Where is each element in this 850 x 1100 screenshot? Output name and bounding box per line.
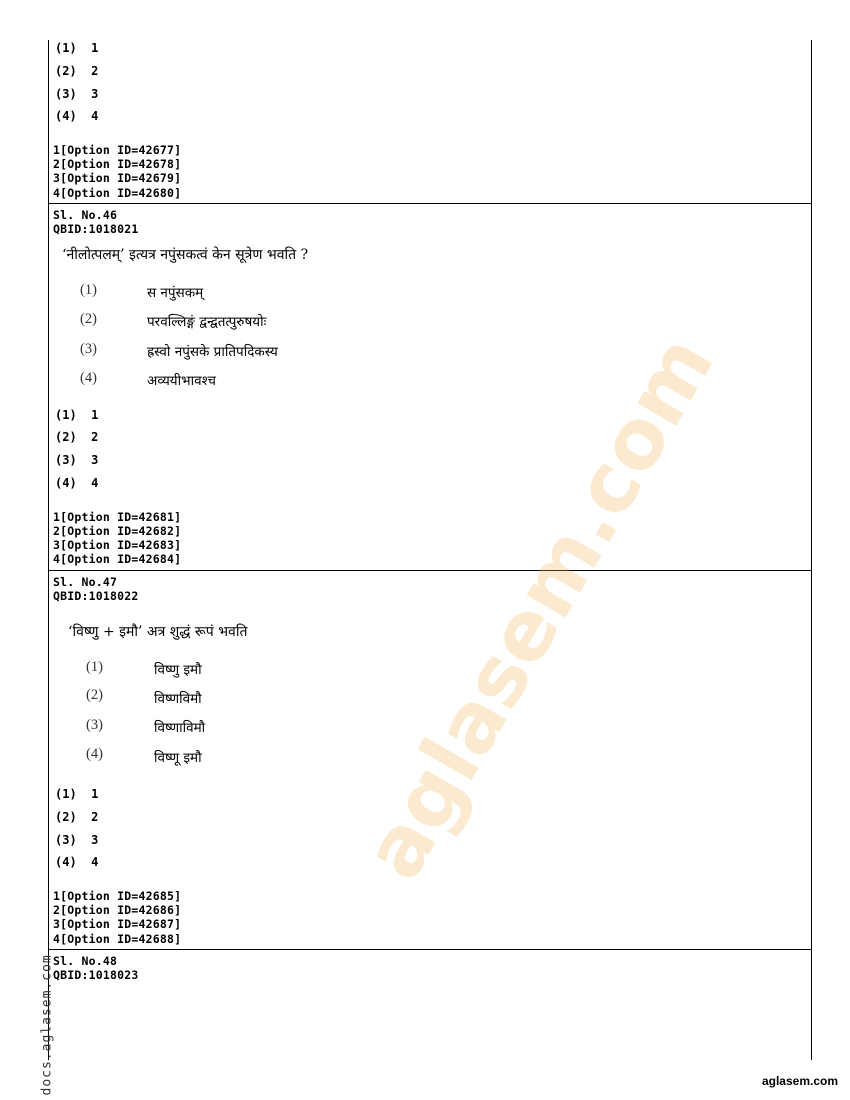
answer-choice: (2) 2 [55,430,99,444]
answer-choice: (4) 4 [55,109,99,123]
option-number: (2) [86,687,103,703]
question-bank-id: QBID:1018021 [53,222,139,236]
divider [48,203,811,204]
option-number: (3) [86,717,103,733]
option-text: अव्ययीभावश्च [147,373,216,389]
serial-number: Sl. No.47 [53,575,118,589]
answer-choice: (4) 4 [55,855,99,869]
option-id: 2[Option ID=42678] [53,157,182,171]
question-text: ‘विष्णु + इमौ’ अत्र शुद्धं रूपं भवति [68,624,248,640]
answer-choice: (4) 4 [55,476,99,490]
option-number: (4) [80,370,97,386]
answer-choice: (2) 2 [55,64,99,78]
option-id: 3[Option ID=42687] [53,917,182,931]
option-text: विष्णू इमौ [154,750,202,766]
option-id: 2[Option ID=42682] [53,524,182,538]
serial-number: Sl. No.46 [53,208,118,222]
option-text: विष्णु इमौ [154,662,202,678]
option-id: 1[Option ID=42677] [53,143,182,157]
option-number: (1) [86,659,103,675]
answer-choice: (1) 1 [55,41,99,55]
option-number: (1) [80,282,97,298]
question-bank-id: QBID:1018023 [53,968,139,982]
option-id: 4[Option ID=42684] [53,552,182,566]
side-url: docs.aglasem.com [39,954,55,1096]
answer-choice: (3) 3 [55,87,99,101]
option-text: ह्रस्वो नपुंसके प्रातिपदिकस्य [147,344,278,360]
option-id: 4[Option ID=42680] [53,186,182,200]
option-id: 2[Option ID=42686] [53,903,182,917]
watermark: aglasem.com [346,320,733,895]
option-id: 1[Option ID=42681] [53,510,182,524]
option-number: (4) [86,746,103,762]
answer-choice: (3) 3 [55,833,99,847]
option-number: (2) [80,311,97,327]
question-text: ‘नीलोत्पलम्’ इत्यत्र नपुंसकत्वं केन सूत्रेण भवति ? [62,247,309,263]
option-id: 3[Option ID=42683] [53,538,182,552]
option-text: परवल्लिङ्गं द्वन्द्वतत्पुरुषयोः [147,314,267,330]
option-text: विष्णाविमौ [154,720,206,736]
answer-choice: (1) 1 [55,408,99,422]
option-id: 4[Option ID=42688] [53,932,182,946]
answer-choice: (3) 3 [55,453,99,467]
serial-number: Sl. No.48 [53,954,118,968]
option-text: विष्णविमौ [154,691,202,707]
divider [48,949,811,950]
option-text: स नपुंसकम् [147,285,204,301]
answer-choice: (2) 2 [55,810,99,824]
footer-brand: aglasem.com [761,1074,838,1088]
divider [48,570,811,571]
question-bank-id: QBID:1018022 [53,589,139,603]
option-id: 1[Option ID=42685] [53,889,182,903]
answer-choice: (1) 1 [55,787,99,801]
option-number: (3) [80,341,97,357]
option-id: 3[Option ID=42679] [53,171,182,185]
